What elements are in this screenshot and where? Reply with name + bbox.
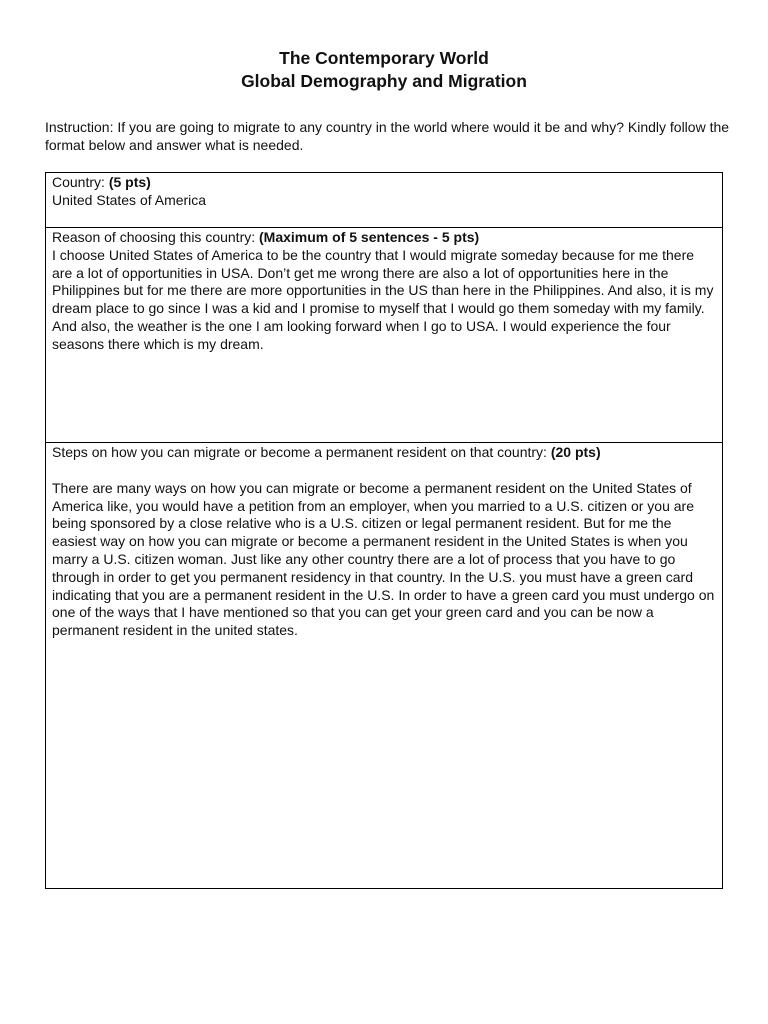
reason-points: (Maximum of 5 sentences - 5 pts) — [259, 229, 480, 245]
steps-label: Steps on how you can migrate or become a permanent resident on that country: — [52, 444, 551, 460]
instruction-text: Instruction: If you are going to migrate to any country in the world where would it be and why? Kindly follow the format below and answer what is needed. — [45, 119, 730, 153]
reason-prompt — [52, 229, 715, 247]
country-label: Country: — [52, 174, 109, 190]
country-points: (5 pts) — [108, 174, 151, 190]
steps-cell — [46, 442, 722, 888]
answer-form-table — [45, 172, 723, 889]
steps-points: (20 pts) — [550, 444, 601, 460]
country-prompt — [52, 174, 715, 192]
country-cell — [46, 173, 722, 227]
reason-answer: I choose United States of America to be the country that I would migrate someday because for me there are a lot of opportunities in USA. Don’t get me wrong there are also a lot of opportunities here in the Philippines but for me there are more opportunities in the US than here in the Philippines. And also, it is my dream place to go since I was a kid and I promise to myself that I would go them someday with my family. And also, the weather is the one I am looking forward when I go to USA. I would experience the four seasons there which is my dream. — [52, 246, 714, 352]
reason-cell — [46, 227, 722, 442]
steps-prompt — [52, 444, 715, 462]
document-subtitle: Global Demography and Migration — [241, 71, 527, 91]
steps-answer: There are many ways on how you can migrate or become a permanent resident on the United States of America like, you would have a petition from an employer, when you married to a U.S. citizen or you are being sponsored by a close relative who is a U.S. citizen or legal permanent resident. But for me the easiest way on how you can migrate or become a permanent resident in the United States is when you marry a U.S. citizen woman. Just like any other country there are a lot of process that you have to go through in order to get you permanent residency in that country. In the U.S. you must have a green card indicating that you are a permanent resident in the U.S. In order to have a green card you must undergo on one of the ways that I have mentioned so that you can get your green card and you can be now a permanent resident in the united states. — [52, 479, 715, 639]
reason-label: Reason of choosing this country: — [52, 229, 260, 245]
steps-spacer — [52, 462, 715, 480]
document-title: The Contemporary World — [279, 48, 489, 68]
country-answer: United States of America — [52, 191, 207, 208]
